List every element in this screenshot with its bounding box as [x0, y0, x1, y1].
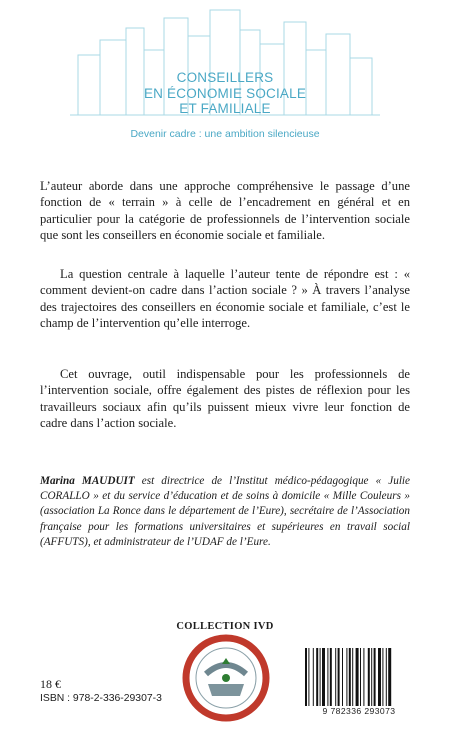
- price: 18 €: [40, 677, 61, 691]
- book-subtitle: Devenir cadre : une ambition silencieuse: [130, 128, 320, 140]
- book-title: [0, 70, 450, 117]
- collection-label: COLLECTION IVD: [176, 621, 274, 632]
- author-bio-text: est directrice de l’Institut médico-pédagogique « Julie CORALLO » et du service d’éducation et de soins à domicile « Mille Couleurs » (association La Ronce dans le département de l’Eure), secrétaire de l’Association française pour les formations universitaires et supérieures en travail social (AFFUTS), et administrateur de l’UDAF de l’Eure.: [40, 475, 411, 548]
- title-line-1: CONSEILLERS: [176, 70, 274, 85]
- title-line-3: ET FAMILIALE: [179, 101, 271, 116]
- barcode: [305, 648, 413, 706]
- author-name: Marina MAUDUIT: [40, 475, 135, 487]
- isbn: ISBN : 978-2-336-29307-3: [40, 693, 162, 704]
- title-line-2: EN ÉCONOMIE SOCIALE: [143, 85, 307, 101]
- barcode-digits: 9 782336 293073: [322, 706, 396, 716]
- publisher-seal-logo: [182, 634, 270, 722]
- summary-paragraph-2: La question centrale à laquelle l’auteur tente de répondre est : « comment devient-on cadre dans l’action sociale ? » À travers l’analyse des trajectoires des conseillers en économie sociale et familiale, c’est le champ de l’intervention qu’elle interroge.: [40, 267, 410, 330]
- author-bio: [40, 474, 410, 550]
- summary-paragraph-3: Cet ouvrage, outil indispensable pour les professionnels de l’intervention sociale, offre également des pistes de réflexion pour les travailleurs sociaux afin qu’ils puissent mieux vivre leur fonction de cadre dans l’action sociale.: [40, 367, 410, 430]
- summary-paragraph-1: L’auteur aborde dans une approche compréhensive le passage d’une fonction de « terrain » à celle de l’encadrement en général et en particulier pour la catégorie de professionnels de l’intervention sociale que sont les conseillers en économie sociale et familiale.: [40, 179, 410, 242]
